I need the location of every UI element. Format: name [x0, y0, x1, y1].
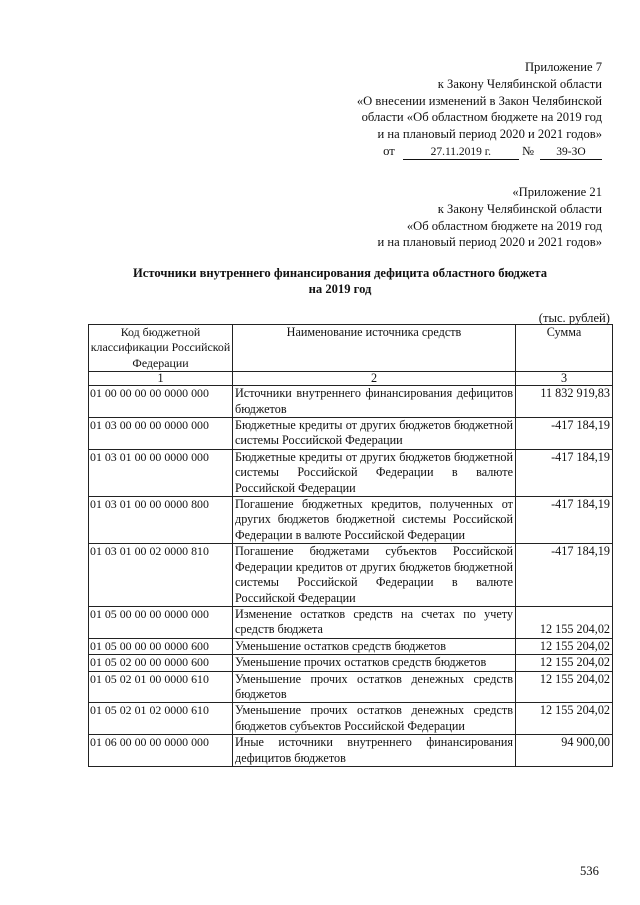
row-name: Уменьшение прочих остатков денежных средств бюджетов субъектов Российской Федерации [233, 703, 516, 735]
title-line: на 2019 год [308, 282, 372, 296]
row-sum: -417 184,19 [516, 418, 613, 450]
header-sum: Сумма [516, 325, 613, 372]
row-name: Уменьшение прочих остатков средств бюджетов [233, 655, 516, 671]
original-appendix-line: и на плановый период 2020 и 2021 годов» [377, 235, 602, 250]
row-sum: 12 155 204,02 [516, 703, 613, 735]
table-row [89, 703, 613, 735]
row-sum: 11 832 919,83 [516, 386, 613, 418]
document-title [60, 265, 620, 297]
table-row [89, 386, 613, 418]
row-code: 01 05 00 00 00 0000 600 [89, 638, 233, 654]
row-code: 01 05 02 01 02 0000 610 [89, 703, 233, 735]
row-name: Бюджетные кредиты от других бюджетов бюджетной системы Российской Федерации в валюте Российской Федерации [233, 449, 516, 496]
appendix-line: области «Об областном бюджете на 2019 год [361, 110, 602, 125]
page-number: 536 [580, 864, 599, 878]
header-code: Код бюджетной классификации Российской Федерации [89, 325, 233, 372]
table-row [89, 606, 613, 638]
table-row [89, 671, 613, 703]
table-row [89, 449, 613, 496]
row-sum: 12 155 204,02 [516, 671, 613, 703]
title-line: Источники внутреннего финансирования дефицита областного бюджета [132, 266, 548, 280]
row-name: Уменьшение остатков средств бюджетов [233, 638, 516, 654]
row-sum: -417 184,19 [516, 544, 613, 607]
number-value: 39-ЗО [540, 145, 602, 160]
column-number: 1 [89, 372, 233, 386]
row-code: 01 00 00 00 00 0000 000 [89, 386, 233, 418]
appendix-line: и на плановый период 2020 и 2021 годов» [377, 127, 602, 142]
appendix-line: Приложение 7 [524, 60, 602, 74]
row-code: 01 05 02 00 00 0000 600 [89, 655, 233, 671]
row-name: Уменьшение прочих остатков денежных средств бюджетов [233, 671, 516, 703]
original-appendix-line: «Об областном бюджете на 2019 год [406, 218, 602, 233]
row-name: Источники внутреннего финансирования дефицитов бюджетов [233, 386, 516, 418]
row-sum: -417 184,19 [516, 497, 613, 544]
date-value: 27.11.2019 г. [403, 145, 519, 160]
original-appendix-line: к Закону Челябинской области [437, 201, 602, 216]
row-name: Бюджетные кредиты от других бюджетов бюджетной системы Российской Федерации [233, 418, 516, 450]
row-sum: 12 155 204,02 [516, 638, 613, 654]
column-number: 2 [233, 372, 516, 386]
financing-sources-table [88, 324, 613, 767]
column-number-row [89, 372, 613, 386]
table-row [89, 638, 613, 654]
header-row [89, 325, 613, 372]
row-code: 01 06 00 00 00 0000 000 [89, 735, 233, 767]
appendix-line: к Закону Челябинской области [437, 76, 602, 91]
table-row [89, 655, 613, 671]
row-sum: 12 155 204,02 [516, 655, 613, 671]
row-name: Погашение бюджетных кредитов, полученных от других бюджетов бюджетной системы Российской Федерации в валюте Российской Федерации [233, 497, 516, 544]
header-name: Наименование источника средств [233, 325, 516, 372]
row-name: Иные источники внутреннего финансирования дефицитов бюджетов [233, 735, 516, 767]
column-number: 3 [516, 372, 613, 386]
table-row [89, 497, 613, 544]
original-appendix-header [378, 184, 602, 251]
date-prefix: от [383, 143, 395, 158]
table-row [89, 544, 613, 607]
row-sum: 12 155 204,02 [516, 606, 613, 638]
row-sum: 94 900,00 [516, 735, 613, 767]
row-code: 01 05 02 01 00 0000 610 [89, 671, 233, 703]
unit-label: (тыс. рублей) [538, 311, 610, 325]
table-row [89, 735, 613, 767]
number-prefix: № [521, 143, 534, 158]
date-number-line [357, 143, 602, 160]
row-name: Изменение остатков средств на счетах по учету средств бюджета [233, 606, 516, 638]
row-code: 01 05 00 00 00 0000 000 [89, 606, 233, 638]
appendix-header [357, 59, 602, 160]
row-name: Погашение бюджетами субъектов Российской Федерации кредитов от других бюджетов бюджетной системы Российской Федерации в валюте Российской Федерации [233, 544, 516, 607]
appendix-line: «О внесении изменений в Закон Челябинской [356, 93, 602, 108]
row-code: 01 03 00 00 00 0000 000 [89, 418, 233, 450]
row-code: 01 03 01 00 00 0000 800 [89, 497, 233, 544]
original-appendix-line: «Приложение 21 [512, 185, 602, 199]
row-sum: -417 184,19 [516, 449, 613, 496]
row-code: 01 03 01 00 02 0000 810 [89, 544, 233, 607]
table-row [89, 418, 613, 450]
row-code: 01 03 01 00 00 0000 000 [89, 449, 233, 496]
